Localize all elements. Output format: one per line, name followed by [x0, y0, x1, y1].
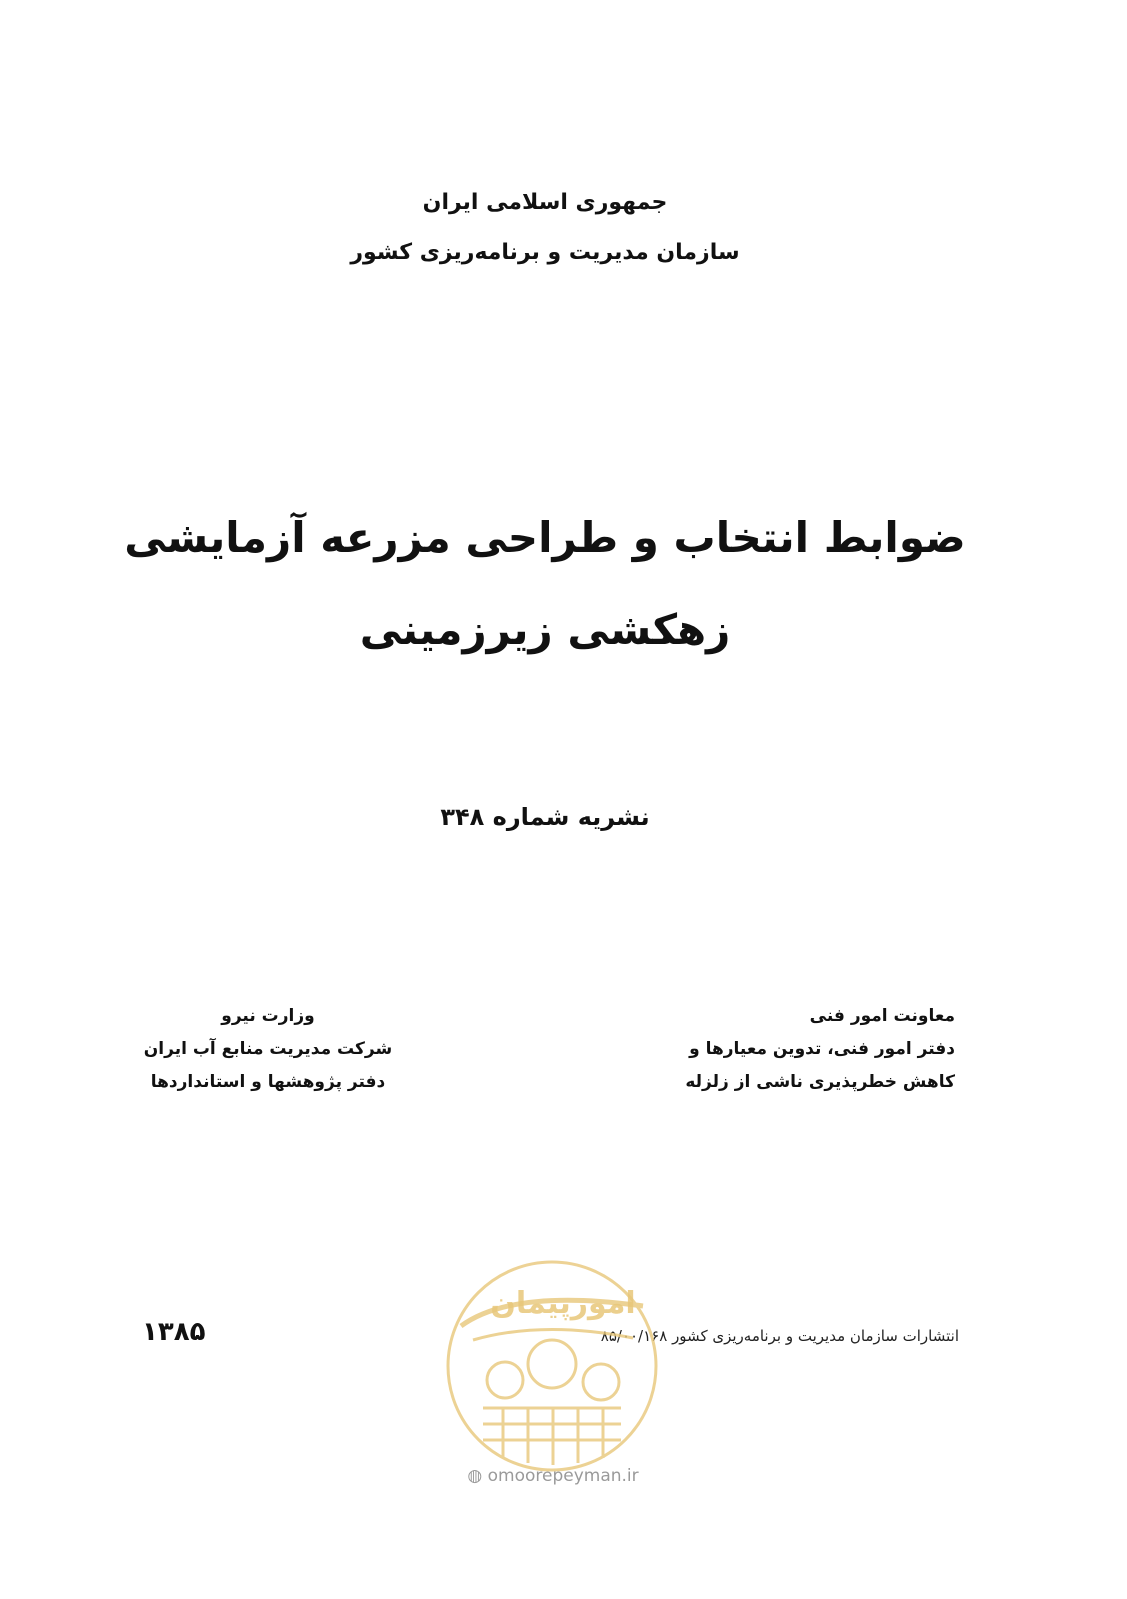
org-right-line2: دفتر امور فنی، تدوین معیارها و — [689, 1039, 955, 1059]
publication-number: نشریه شماره ۳۴۸ — [440, 803, 650, 831]
header-organization: سازمان مدیریت و برنامه‌ریزی کشور — [350, 240, 740, 265]
watermark-site-text: omoorepeyman.ir — [487, 1466, 639, 1486]
header-country: جمهوری اسلامی ایران — [422, 190, 668, 215]
org-right-line1: معاونت امور فنی — [809, 1006, 955, 1026]
watermark-seal-logo — [443, 1258, 661, 1474]
org-block-technical-affairs — [685, 1000, 955, 1099]
org-left-line3: دفتر پژوهشها و استانداردها — [150, 1072, 386, 1092]
document-title-line2: زهکشی زیرزمینی — [359, 605, 731, 654]
document-title-line1: ضوابط انتخاب و طراحی مزرعه آزمایشی — [124, 513, 966, 562]
publisher-note: انتشارات سازمان مدیریت و برنامه‌ریزی کشور ۸۵/۰۰/۱۶۸ — [600, 1327, 959, 1345]
org-left-line1: وزارت نیرو — [221, 1006, 315, 1026]
seal-text: امورپیمان — [490, 1286, 636, 1321]
globe-icon: ◍ — [467, 1466, 483, 1486]
seal-icon — [443, 1258, 661, 1474]
org-left-line2: شرکت مدیریت منابع آب ایران — [143, 1039, 393, 1059]
org-right-line3: کاهش خطرپذیری ناشی از زلزله — [685, 1072, 955, 1092]
publication-year: ۱۳۸۵ — [142, 1317, 206, 1347]
org-block-ministry-energy — [138, 1000, 398, 1099]
watermark-site — [448, 1466, 658, 1486]
